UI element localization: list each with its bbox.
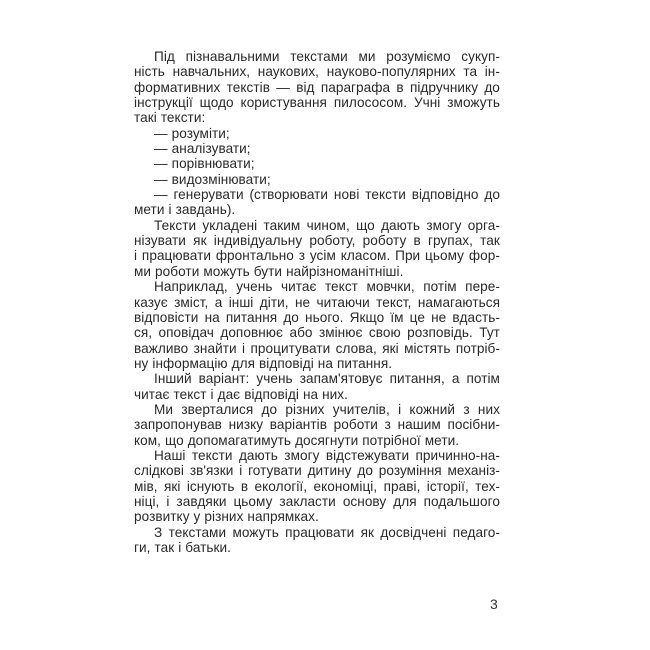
text-line: [134, 110, 500, 125]
body-text: [134, 49, 500, 555]
word: питання: [225, 309, 278, 325]
word: потріб-: [455, 340, 500, 356]
word: зміст,: [174, 294, 209, 310]
word: підручнику: [409, 79, 479, 95]
text-line: [134, 525, 500, 540]
word: можуть: [203, 263, 250, 279]
word: нізувати: [134, 233, 186, 249]
word: в: [396, 79, 404, 95]
word: Тут: [479, 325, 500, 341]
text-line: [134, 95, 500, 110]
word: можуть: [232, 524, 279, 540]
word: читає: [134, 386, 170, 402]
word: їм: [390, 309, 404, 325]
word: нові: [333, 187, 360, 203]
word: Під: [154, 49, 175, 64]
word: ін-: [484, 64, 500, 80]
word: —: [154, 156, 168, 172]
word: (створювати: [249, 187, 329, 203]
word: порівнювати;: [171, 156, 255, 172]
text-line: [134, 202, 500, 217]
word: і: [239, 463, 243, 479]
word: завдань).: [175, 202, 236, 218]
word: тех-: [475, 478, 500, 494]
text-line: [134, 187, 500, 202]
text-line: [134, 141, 500, 156]
word: розвитку: [134, 509, 190, 525]
word: процитувати: [250, 340, 331, 356]
word: різних: [285, 401, 325, 417]
word: змогу: [284, 447, 320, 463]
word: читає: [280, 279, 317, 295]
word: орга-: [467, 217, 500, 233]
word: які: [163, 478, 181, 494]
word: цьому: [233, 493, 273, 509]
word: текстами: [168, 524, 227, 540]
word: користування: [240, 95, 327, 111]
text-line: [134, 341, 500, 356]
word: відповіді: [244, 386, 299, 402]
word: в: [240, 478, 249, 494]
word: ніці,: [134, 493, 160, 509]
word: нашим: [397, 417, 441, 433]
word: індивідуальну: [213, 233, 303, 249]
text-line: [134, 417, 500, 432]
word: нього.: [305, 309, 344, 325]
word: з: [298, 248, 305, 264]
word: такі: [134, 110, 157, 126]
word: свою: [368, 325, 401, 341]
word: мовчки,: [366, 279, 415, 295]
word: чином,: [306, 217, 350, 233]
word: інструкції: [134, 95, 193, 111]
text-line: [134, 126, 500, 141]
text-line: [134, 540, 500, 555]
word: дає: [217, 386, 241, 402]
word: праві,: [383, 478, 421, 494]
word: і: [168, 202, 172, 218]
word: потім: [423, 279, 457, 295]
word: текстів: [226, 79, 271, 95]
word: текст: [173, 386, 207, 402]
word: мів,: [134, 478, 158, 494]
word: закласти: [279, 493, 336, 509]
word: роботу: [362, 233, 407, 249]
word: доповнює: [220, 325, 284, 341]
word: що: [356, 217, 375, 233]
text-line: [134, 433, 500, 448]
word: а: [214, 294, 223, 310]
word: цьому: [425, 248, 465, 264]
word: ми: [134, 263, 152, 279]
text-line: [134, 64, 500, 79]
text-line: [134, 172, 500, 187]
word: Учні: [413, 95, 441, 111]
word: класом.: [340, 248, 391, 264]
word: ність: [134, 64, 165, 80]
word: оповідач: [158, 325, 214, 341]
word: знайти: [193, 340, 237, 356]
text-line: [134, 264, 500, 279]
text-line: [134, 156, 500, 171]
word: кожний: [409, 401, 456, 417]
word: слідкові: [134, 463, 184, 479]
word: запропонував: [134, 417, 222, 433]
word: відповіді: [259, 355, 314, 371]
word: читаючи: [316, 294, 370, 310]
word: пилососом.: [333, 95, 408, 111]
word: посібни-: [447, 417, 500, 433]
text-line: [134, 295, 500, 310]
word: не: [294, 294, 311, 310]
text-line: [134, 80, 500, 95]
word: до: [357, 463, 373, 479]
word: Ми: [154, 401, 174, 417]
word: ги,: [134, 540, 151, 555]
word: з: [463, 401, 470, 417]
text-line: [134, 371, 500, 386]
word: щодо: [199, 95, 234, 111]
word: тексти: [365, 187, 406, 203]
word: —: [154, 171, 168, 187]
word: варіантів: [269, 417, 327, 433]
word: працювати: [141, 248, 211, 264]
word: до: [261, 401, 278, 417]
word: як: [360, 524, 374, 540]
word: дитину: [307, 463, 352, 479]
text-line: [134, 49, 500, 64]
text-line: [134, 356, 500, 371]
word: казує: [134, 294, 168, 310]
word: учень: [236, 279, 273, 295]
word: укладені: [202, 217, 258, 233]
word: Якщо: [349, 309, 385, 325]
word: При: [395, 248, 421, 264]
word: фронтально: [215, 248, 294, 264]
word: готувати: [248, 463, 302, 479]
word: вдасть-: [452, 309, 500, 325]
word: ся,: [134, 325, 153, 341]
word: генерувати: [173, 187, 244, 203]
word: історії,: [426, 478, 469, 494]
word: питання.: [336, 355, 393, 371]
word: до: [283, 309, 299, 325]
word: потім: [466, 371, 500, 387]
word: питання,: [389, 371, 445, 387]
word: і: [398, 401, 402, 417]
text-line: [134, 463, 500, 478]
word: бути: [253, 263, 283, 279]
word: формативних: [134, 79, 221, 95]
page-number: 3: [490, 596, 498, 612]
word: розповідь.: [407, 325, 473, 341]
word: і: [242, 340, 246, 356]
word: причинно-на-: [415, 447, 500, 463]
word: найрізноманітніші.: [286, 263, 404, 279]
word: роботу,: [309, 233, 356, 249]
word: зможуть: [447, 95, 500, 111]
word: мети: [134, 202, 165, 218]
text-line: [134, 325, 500, 340]
word: сукуп-: [461, 49, 500, 64]
word: від: [296, 79, 315, 95]
word: навчальних,: [172, 64, 251, 80]
word: це: [409, 309, 425, 325]
word: змогу: [426, 217, 462, 233]
word: діти,: [259, 294, 289, 310]
word: завдяки: [176, 493, 227, 509]
word: зверталися: [181, 401, 254, 417]
word: тексти:: [160, 110, 206, 126]
word: екології,: [254, 478, 308, 494]
text-line: [134, 218, 500, 233]
word: педаго-: [452, 524, 500, 540]
word: ком,: [134, 432, 161, 448]
word: на: [317, 355, 333, 371]
word: —: [154, 187, 168, 203]
word: подальшого: [423, 493, 500, 509]
word: тексти: [191, 447, 233, 463]
word: слова,: [335, 340, 377, 356]
word: текст: [324, 279, 358, 295]
word: відповісти: [134, 309, 199, 325]
word: пере-: [465, 279, 500, 295]
word: для: [231, 355, 256, 371]
word: змінює: [318, 325, 363, 341]
word: на: [204, 309, 220, 325]
word: дають: [381, 217, 421, 233]
word: економіці,: [313, 478, 378, 494]
word: Наші: [154, 447, 186, 463]
word: розуміти;: [171, 125, 230, 141]
word: досягнути: [295, 432, 359, 448]
word: —: [276, 79, 290, 95]
word: зв'язки: [189, 463, 234, 479]
word: і: [134, 248, 138, 264]
word: ну: [134, 355, 149, 371]
word: роботи: [333, 417, 378, 433]
word: науково-популярних: [326, 64, 456, 80]
word: них: [477, 401, 500, 417]
word: роботи: [155, 263, 200, 279]
word: що: [164, 432, 184, 448]
word: важливо: [134, 340, 189, 356]
word: групах,: [427, 233, 473, 249]
word: варіант:: [198, 371, 250, 387]
text-line: [134, 310, 500, 325]
word: і: [178, 540, 182, 555]
word: фор-: [468, 248, 500, 264]
word: у: [193, 509, 201, 525]
word: пізнавальними: [185, 49, 280, 64]
word: до: [484, 187, 500, 203]
word: Інший: [154, 371, 192, 387]
word: таким: [263, 217, 301, 233]
word: дають: [238, 447, 278, 463]
word: Тексти: [154, 217, 197, 233]
text-line: [134, 448, 500, 463]
text-line: [134, 509, 500, 524]
word: до: [484, 79, 500, 95]
word: механіз-: [447, 463, 500, 479]
word: містять: [404, 340, 451, 356]
word: них.: [322, 386, 348, 402]
word: не: [431, 309, 447, 325]
word: з: [384, 417, 391, 433]
word: існують: [186, 478, 235, 494]
word: працювати: [285, 524, 355, 540]
word: Наприклад,: [154, 279, 228, 295]
word: на: [302, 386, 319, 402]
word: З: [154, 524, 163, 540]
word: напрямках.: [247, 509, 319, 525]
word: видозмінювати;: [171, 171, 271, 187]
word: та: [463, 64, 478, 80]
word: —: [154, 141, 168, 157]
word: досвідчені: [380, 524, 447, 540]
text-line: [134, 279, 500, 294]
word: запам'ятовує: [299, 371, 383, 387]
word: розуміння: [378, 463, 442, 479]
word: відстежувати: [325, 447, 410, 463]
text-line: [134, 248, 500, 263]
text-line: [134, 479, 500, 494]
word: потрібної: [362, 432, 421, 448]
word: або: [289, 325, 313, 341]
word: для: [393, 493, 417, 509]
word: які: [382, 340, 399, 356]
word: низку: [228, 417, 264, 433]
word: і: [210, 386, 214, 402]
word: інформацію: [152, 355, 228, 371]
word: як: [193, 233, 207, 249]
word: батьки.: [185, 540, 232, 555]
word: учень: [256, 371, 293, 387]
text-line: [134, 494, 500, 509]
word: текст,: [376, 294, 412, 310]
word: усім: [309, 248, 336, 264]
word: —: [154, 125, 168, 141]
word: мети.: [424, 432, 460, 448]
word: параграфа: [320, 79, 391, 95]
word: розуміємо: [386, 49, 451, 64]
text-line: [134, 387, 500, 402]
word: різних: [204, 509, 244, 525]
word: і: [166, 493, 170, 509]
word: так: [154, 540, 175, 555]
word: текстами: [290, 49, 348, 64]
text-line: [134, 402, 500, 417]
word: інші: [228, 294, 254, 310]
word: аналізувати;: [171, 141, 251, 157]
word: відповідно: [411, 187, 479, 203]
word: в: [413, 233, 421, 249]
word: учителів,: [332, 401, 390, 417]
word: основу: [342, 493, 387, 509]
word: намагаються: [417, 294, 500, 310]
text-line: [134, 233, 500, 248]
word: допомагатимуть: [187, 432, 292, 448]
word: ми: [358, 49, 376, 64]
word: а: [451, 371, 460, 387]
word: так: [480, 233, 500, 249]
word: наукових,: [257, 64, 320, 80]
